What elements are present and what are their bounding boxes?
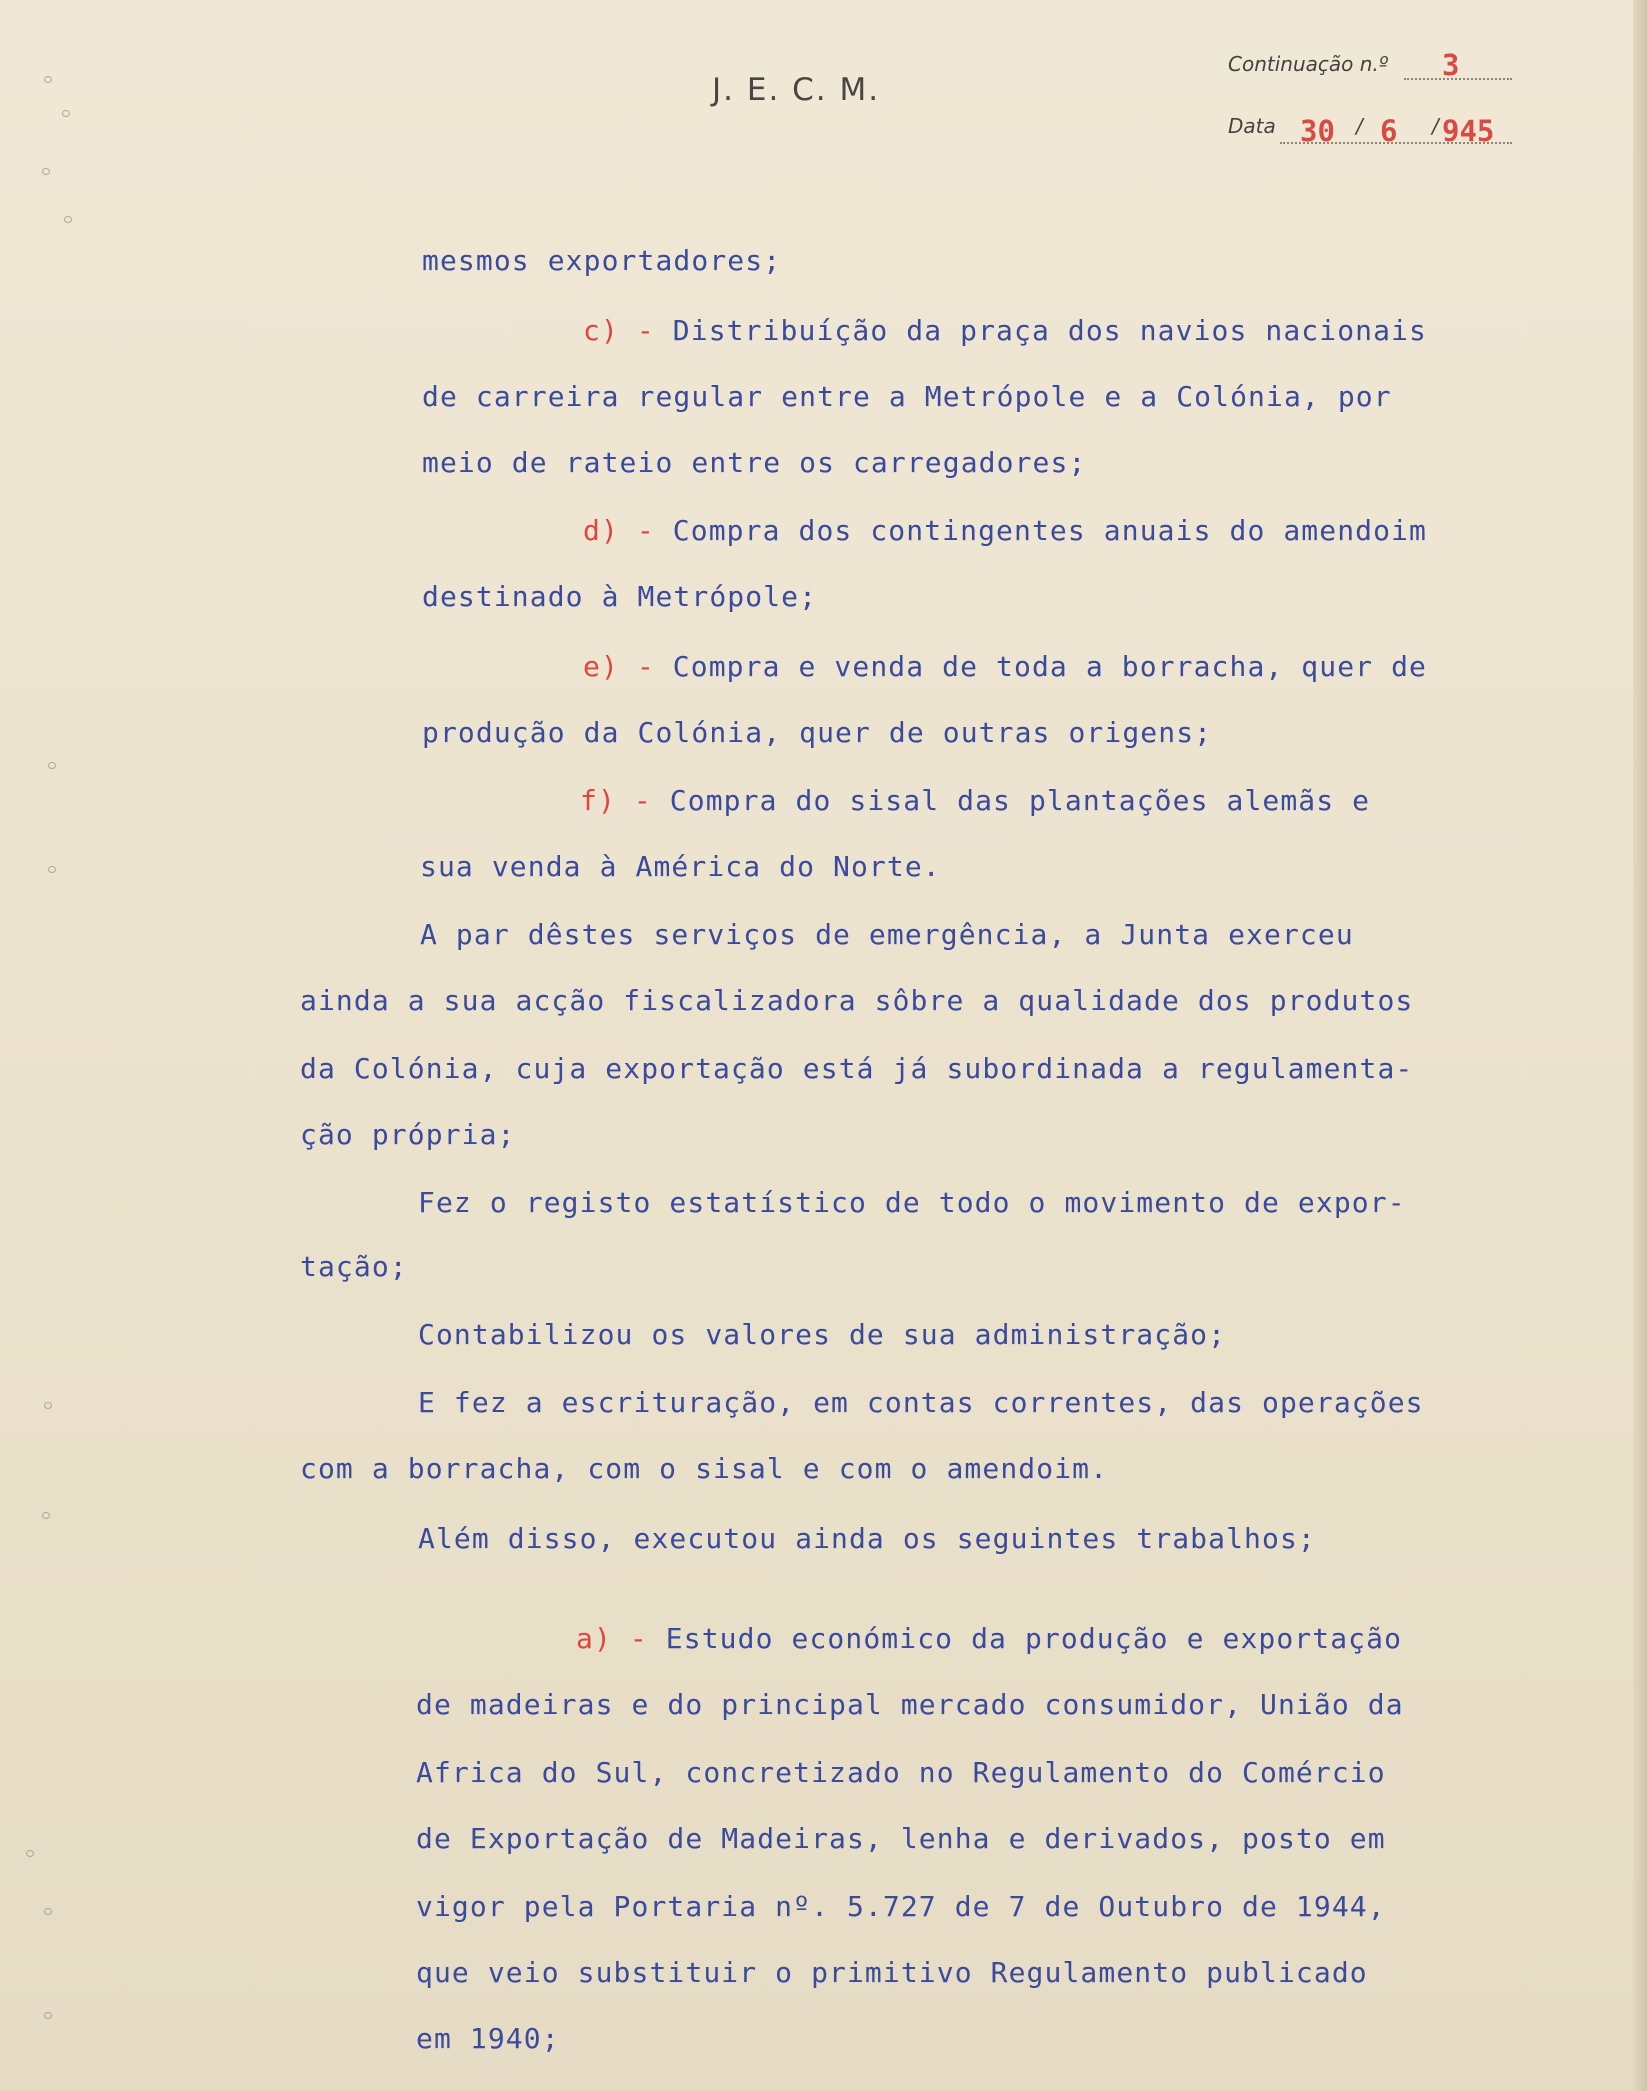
binder-hole — [48, 866, 56, 873]
text-line — [422, 580, 817, 614]
date-separator: / — [1432, 114, 1439, 138]
text-line — [420, 850, 941, 884]
list-item-d — [583, 514, 1427, 548]
list-marker: e) - — [583, 650, 655, 683]
line-text: Compra e venda de toda a borracha, quer de — [654, 650, 1428, 683]
page-edge — [1633, 0, 1647, 2091]
line-text: vigor pela Portaria nº. 5.727 de 7 de Outubro de 1944, — [416, 1890, 1386, 1923]
continuation-label: Continuação n.º — [1228, 52, 1389, 76]
line-text: ção própria; — [300, 1118, 516, 1151]
list-item-e — [583, 650, 1427, 684]
text-line — [416, 1890, 1386, 1924]
date-month: 6 — [1380, 114, 1398, 148]
text-line — [416, 1956, 1368, 1990]
line-text: ainda a sua acção fiscalizadora sôbre a qualidade dos produtos — [300, 984, 1414, 1017]
text-line — [300, 1118, 516, 1152]
binder-hole — [62, 110, 70, 117]
binder-hole — [44, 1908, 52, 1915]
header-title: J. E. C. M. — [712, 72, 881, 108]
binder-hole — [64, 216, 72, 223]
line-text: Compra dos contingentes anuais do amendoim — [654, 514, 1428, 547]
line-text: de Exportação de Madeiras, lenha e derivados, posto em — [416, 1822, 1386, 1855]
list-marker: f) - — [580, 784, 652, 817]
binder-hole — [42, 168, 50, 175]
text-line — [418, 1522, 1316, 1556]
line-text: Contabilizou os valores de sua administração; — [418, 1318, 1227, 1351]
line-text: Além disso, executou ainda os seguintes trabalhos; — [418, 1522, 1316, 1555]
text-line — [422, 380, 1392, 414]
text-line — [418, 1386, 1424, 1420]
text-line — [422, 716, 1212, 750]
line-text: A par dêstes serviços de emergência, a Junta exerceu — [420, 918, 1354, 951]
date-year: 945 — [1442, 114, 1495, 148]
line-text: de carreira regular entre a Metrópole e a Colónia, por — [422, 380, 1392, 413]
text-line — [416, 1756, 1386, 1790]
line-text: Estudo económico da produção e exportação — [647, 1622, 1403, 1655]
line-text: sua venda à América do Norte. — [420, 850, 941, 883]
text-line — [420, 918, 1354, 952]
binder-hole — [44, 76, 52, 83]
text-line — [416, 1822, 1386, 1856]
text-line — [300, 1250, 408, 1284]
list-marker: a) - — [576, 1622, 648, 1655]
list-marker: c) - — [583, 314, 655, 347]
list-item-a — [576, 1622, 1402, 1656]
list-item-f — [580, 784, 1370, 818]
text-line — [300, 1052, 1413, 1086]
line-text: com a borracha, com o sisal e com o amendoim. — [300, 1452, 1109, 1485]
text-line — [422, 446, 1086, 480]
line-text: mesmos exportadores; — [422, 244, 782, 277]
line-text: da Colónia, cuja exportação está já subordinada a regulamenta- — [300, 1052, 1414, 1085]
line-text: produção da Colónia, quer de outras origens; — [422, 716, 1213, 749]
line-text: tação; — [300, 1250, 408, 1283]
text-line — [418, 1318, 1226, 1352]
list-item-c — [583, 314, 1427, 348]
text-line — [416, 1688, 1404, 1722]
binder-hole — [44, 1402, 52, 1409]
binder-hole — [44, 2012, 52, 2019]
list-marker: d) - — [583, 514, 655, 547]
line-text: Fez o registo estatístico de todo o movimento de expor- — [418, 1186, 1406, 1219]
line-text: que veio substituir o primitivo Regulamento publicado — [416, 1956, 1368, 1989]
line-text: em 1940; — [416, 2022, 560, 2055]
date-label: Data — [1228, 114, 1276, 138]
line-text: destinado à Metrópole; — [422, 580, 818, 613]
date-separator: / — [1356, 114, 1363, 138]
continuation-number: 3 — [1442, 48, 1460, 82]
binder-hole — [42, 1512, 50, 1519]
text-line — [300, 1452, 1108, 1486]
line-text: de madeiras e do principal mercado consumidor, União da — [416, 1688, 1404, 1721]
line-text: Distribuíção da praça dos navios nacionais — [654, 314, 1428, 347]
text-line — [422, 244, 781, 278]
date-day: 30 — [1300, 114, 1335, 148]
text-line — [418, 1186, 1406, 1220]
text-line — [416, 2022, 560, 2056]
text-line — [300, 984, 1413, 1018]
line-text: Compra do sisal das plantações alemãs e — [651, 784, 1371, 817]
binder-hole — [48, 762, 56, 769]
binder-hole — [26, 1850, 34, 1857]
line-text: Africa do Sul, concretizado no Regulamento do Comércio — [416, 1756, 1386, 1789]
line-text: E fez a escrituração, em contas correntes, das operações — [418, 1386, 1424, 1419]
line-text: meio de rateio entre os carregadores; — [422, 446, 1087, 479]
